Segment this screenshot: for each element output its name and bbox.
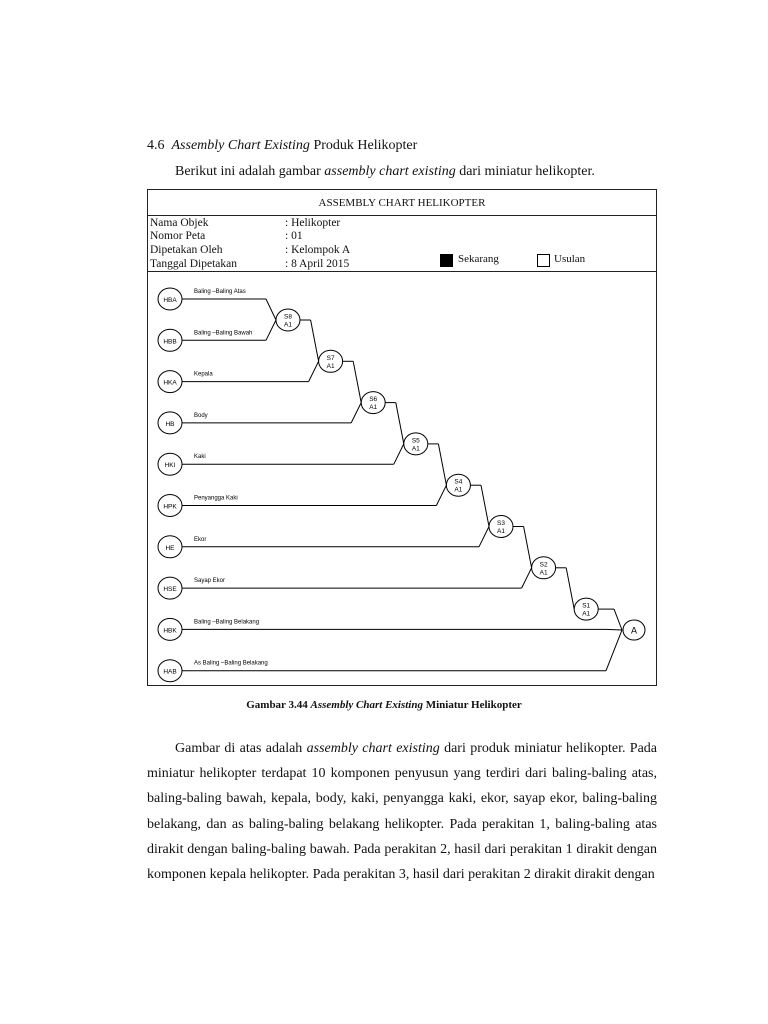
- final-assembly-label: A: [630, 625, 638, 636]
- connector-line: [524, 527, 532, 568]
- chart-meta: [148, 216, 656, 272]
- connector-line: [522, 568, 532, 588]
- connector-line: [396, 403, 404, 444]
- component-name: Sayap Ekor: [194, 578, 226, 585]
- subassembly-code: S1: [582, 602, 591, 610]
- meta-value-object: : Helikopter: [285, 217, 341, 229]
- component-code: HBK: [163, 627, 177, 635]
- connector-line: [481, 485, 489, 526]
- legend-proposed-swatch: [537, 254, 550, 267]
- connector-line: [394, 444, 404, 464]
- connector-line: [566, 568, 574, 609]
- section-title-rest: Produk Helikopter: [313, 138, 418, 153]
- component-code: HE: [165, 544, 175, 552]
- component-name: Kepala: [194, 371, 213, 378]
- subassembly-sub: A1: [497, 528, 505, 535]
- figure-caption: [0, 699, 768, 711]
- component-code: HKA: [163, 379, 177, 387]
- intro-before: Berikut ini adalah gambar: [175, 164, 321, 179]
- connector-line: [614, 609, 622, 630]
- meta-label-object: Nama Objek: [150, 217, 209, 229]
- component-name: Ekor: [194, 536, 207, 543]
- caption-before: Gambar 3.44: [246, 699, 308, 711]
- caption-after: Miniatur Helikopter: [425, 699, 522, 711]
- component-code: HB: [165, 420, 175, 428]
- component-name: Baling –Baling Belakang: [194, 619, 260, 626]
- meta-label-map-number: Nomor Peta: [150, 230, 206, 242]
- subassembly-sub: A1: [326, 362, 335, 370]
- component-code: HPK: [163, 503, 177, 511]
- meta-value-date: : 8 April 2015: [285, 258, 350, 270]
- assembly-diagram: [148, 272, 656, 685]
- legend-current-swatch: [440, 254, 453, 267]
- body-paragraph: [147, 736, 657, 887]
- component-name: Body: [194, 412, 208, 419]
- connector-line: [438, 444, 446, 485]
- component-code: HBA: [163, 297, 177, 304]
- component-name: As Baling –Baling Belakang: [194, 660, 268, 667]
- subassembly-sub: A1: [582, 610, 591, 618]
- subassembly-code: S4: [454, 478, 463, 486]
- component-name: Kaki: [194, 454, 206, 461]
- subassembly-sub: A1: [411, 445, 420, 453]
- intro-italic: assembly chart existing: [324, 164, 456, 179]
- connector-line: [266, 320, 276, 340]
- connector-line: [351, 403, 361, 423]
- subassembly-sub: A1: [369, 404, 378, 412]
- subassembly-code: S2: [539, 561, 548, 569]
- connector-line: [436, 485, 446, 505]
- section-title-italic: Assembly Chart Existing: [171, 138, 310, 153]
- intro-after: dari miniatur helikopter.: [459, 164, 595, 179]
- subassembly-code: S3: [497, 520, 505, 527]
- legend-proposed-label: Usulan: [554, 253, 586, 265]
- subassembly-code: S5: [411, 437, 420, 445]
- meta-value-mapped-by: : Kelompok A: [285, 244, 351, 256]
- meta-label-mapped-by: Dipetakan Oleh: [150, 244, 223, 256]
- component-name: Penyangga Kaki: [194, 495, 238, 502]
- connector-line: [311, 320, 319, 361]
- subassembly-code: S7: [326, 354, 335, 362]
- meta-value-map-number: : 01: [285, 230, 303, 242]
- meta-label-date: Tanggal Dipetakan: [150, 258, 238, 270]
- connector-line: [266, 299, 276, 320]
- component-code: HKI: [164, 462, 176, 470]
- component-name: Baling –Baling Bawah: [194, 330, 253, 337]
- chart-title: ASSEMBLY CHART HELIKOPTER: [148, 190, 656, 216]
- para-before: Gambar di atas adalah: [175, 741, 303, 756]
- subassembly-code: S6: [369, 396, 378, 404]
- assembly-chart-frame: [147, 189, 657, 686]
- subassembly-code: S8: [284, 313, 292, 321]
- section-number: 4.6: [147, 138, 165, 153]
- caption-italic: Assembly Chart Existing: [310, 699, 423, 711]
- component-code: HSE: [163, 586, 177, 594]
- component-code: HBB: [163, 338, 177, 346]
- subassembly-sub: A1: [284, 321, 292, 329]
- connector-line: [606, 629, 622, 630]
- para-after: dari produk miniatur helikopter. Pada miniatur helikopter terdapat 10 komponen penyusun yang terdiri dari baling-baling atas, baling-baling bawah, kepala, body, kaki, penyangga kaki, ekor, sayap ekor, baling-baling belakang, dan as baling-baling belakang helikopter. Pada perakitan 1, baling-baling atas dirakit dengan baling-baling bawah. Pada perakitan 2, hasil dari perakitan 1 dirakit dengan komponen kepala helikopter. Pada perakitan 3, hasil dari perakitan 2 dirakit dirakit dengan: [147, 741, 658, 883]
- subassembly-sub: A1: [454, 486, 463, 494]
- connector-line: [309, 361, 319, 381]
- component-code: HAB: [163, 668, 177, 676]
- connector-line: [606, 630, 622, 671]
- component-name: Baling –Baling Atas: [194, 289, 246, 295]
- section-heading: [147, 138, 417, 154]
- legend-current-label: Sekarang: [458, 253, 499, 265]
- intro-sentence: [175, 164, 595, 180]
- subassembly-sub: A1: [539, 569, 548, 577]
- connector-line: [479, 527, 489, 547]
- connector-line: [353, 361, 361, 402]
- para-italic: assembly chart existing: [306, 741, 440, 756]
